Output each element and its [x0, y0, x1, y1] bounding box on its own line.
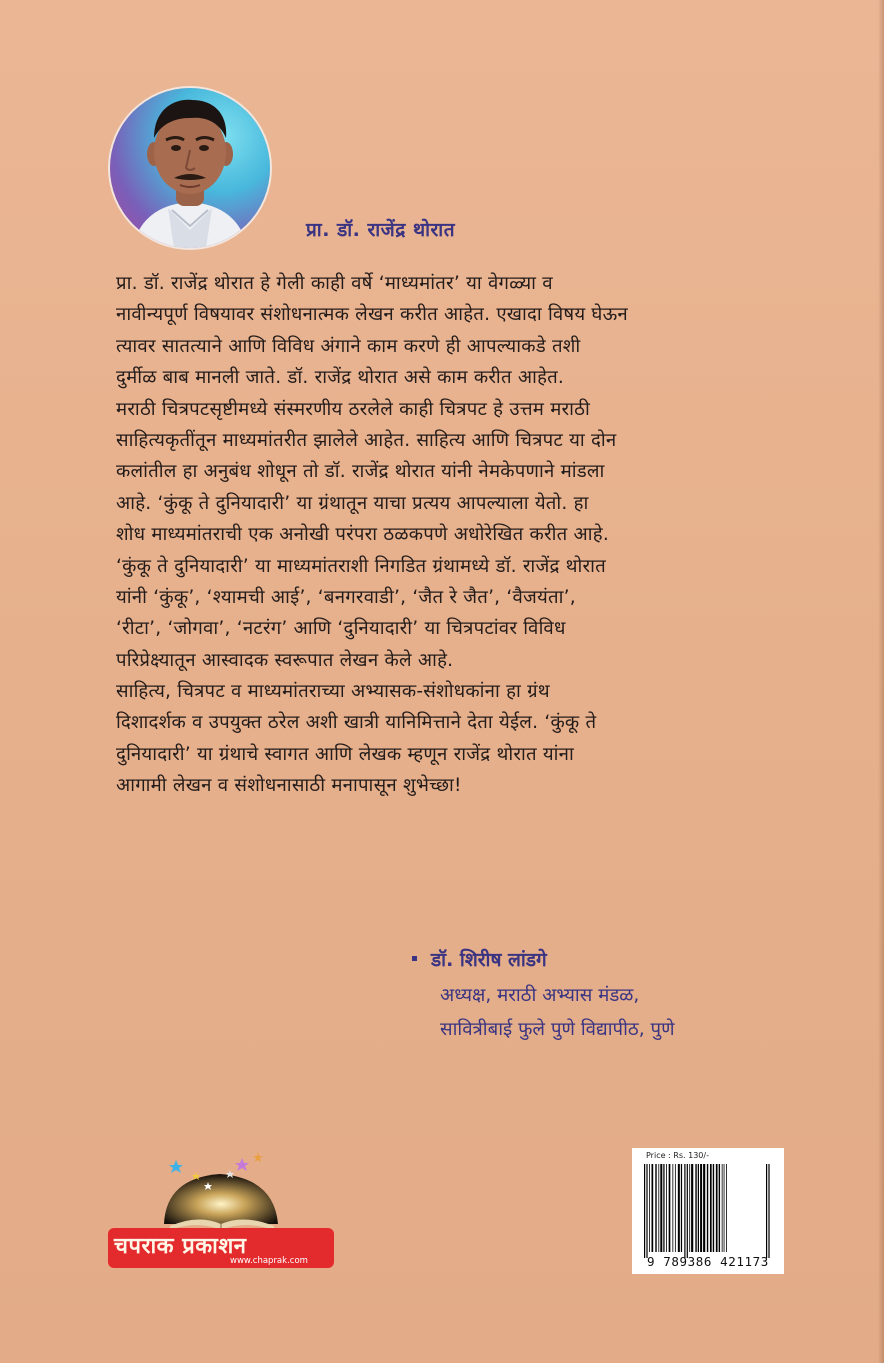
barcode-bar — [724, 1164, 725, 1252]
barcode-bar — [713, 1164, 714, 1252]
blurb-line: नावीन्यपूर्ण विषयावर संशोधनात्मक लेखन करीत आहेत. एखादा विषय घेऊन — [116, 304, 628, 326]
blurb-line: आहे. ‘कुंकू ते दुनियादारी’ या ग्रंथातून याचा प्रत्यय आपल्याला येतो. हा — [116, 492, 589, 514]
signer-name-text: डॉ. शिरीष लांडगे — [431, 949, 547, 971]
isbn-barcode — [632, 1148, 784, 1274]
blurb-line: मराठी चित्रपटसृष्टीमध्ये संस्मरणीय ठरलेले काही चित्रपट हे उत्तम मराठी — [116, 398, 590, 420]
blurb-line: दुनियादारी’ या ग्रंथाचे स्वागत आणि लेखक म्हणून राजेंद्र थोरात यांना — [116, 743, 575, 765]
barcode-bar — [684, 1164, 685, 1258]
blurb-line: प्रा. डॉ. राजेंद्र थोरात हे गेली काही वर्षे ‘माध्यमांतर’ या वेगळ्या व — [116, 273, 553, 294]
blurb-line: ‘रीटा’, ‘जोगवा’, ‘नटरंग’ आणि ‘दुनियादारी’ या चित्रपटांवर विविध — [116, 618, 566, 640]
bullet-icon — [412, 956, 417, 961]
publisher-name: चपराक प्रकाशन — [114, 1234, 247, 1259]
barcode-bar — [687, 1164, 688, 1258]
barcode-bar — [719, 1164, 720, 1252]
signer-title-line-2: सावित्रीबाई फुले पुणे विद्यापीठ, पुणे — [440, 1019, 675, 1040]
blurb-line: ‘कुंकू ते दुनियादारी’ या माध्यमांतराशी निगडित ग्रंथामध्ये डॉ. राजेंद्र थोरात — [116, 555, 606, 577]
barcode-bar — [658, 1164, 659, 1252]
barcode-bar — [672, 1164, 673, 1252]
blurb-line: दुर्मीळ बाब मानली जाते. डॉ. राजेंद्र थोरात असे काम करीत आहेत. — [116, 367, 565, 389]
blurb-line: परिप्रेक्ष्यातून आस्वादक स्वरूपात लेखन केले आहे. — [116, 649, 454, 671]
blurb-line: यांनी ‘कुंकू’, ‘श्यामची आई’, ‘बनगरवाडी’, ‘जैत रे जैत’, ‘वैजयंता’, — [116, 586, 576, 608]
barcode-bar — [710, 1164, 712, 1252]
blurb-line: शोध माध्यमांतराची एक अनोखी परंपरा ठळकपणे अधोरेखित करीत आहे. — [116, 524, 609, 546]
barcode-bar — [691, 1164, 693, 1252]
barcode-bar — [675, 1164, 676, 1252]
barcode-bar — [695, 1164, 696, 1252]
isbn-number: 9 789386 421173 — [647, 1254, 769, 1269]
price-label: Price : Rs. 130/- — [646, 1151, 709, 1160]
barcode-bar — [681, 1164, 682, 1252]
cover-edge-shadow — [878, 0, 884, 1363]
barcode-bar — [644, 1164, 645, 1258]
barcode-bar — [703, 1164, 705, 1252]
barcode-bar — [678, 1164, 680, 1252]
publisher-logo — [108, 1152, 334, 1272]
signer-name — [412, 946, 547, 972]
barcode-bar — [707, 1164, 708, 1252]
blurb-line: दिशादर्शक व उपयुक्त ठरेल अशी खात्री यानिमित्ताने देता येईल. ‘कुंकू ते — [116, 712, 597, 734]
blurb-line: साहित्यकृतींतून माध्यमांतरीत झालेले आहेत. साहित्य आणि चित्रपट या दोन — [116, 429, 617, 451]
barcode-bar — [655, 1164, 656, 1252]
book-stars-icon — [108, 1152, 334, 1232]
barcode-bar — [649, 1164, 650, 1252]
barcode-bar — [726, 1164, 727, 1252]
barcode-bar — [768, 1164, 769, 1258]
barcode-bar — [663, 1164, 664, 1252]
barcode-bar — [646, 1164, 647, 1258]
blurb-line: कलांतील हा अनुबंध शोधून तो डॉ. राजेंद्र थोरात यांनी नेमकेपणाने मांडला — [116, 461, 605, 483]
blurb-line: आगामी लेखन व संशोधनासाठी मनापासून शुभेच्छा! — [116, 775, 462, 797]
barcode-bar — [652, 1164, 654, 1252]
author-photo — [110, 88, 270, 248]
author-name: प्रा. डॉ. राजेंद्र थोरात — [306, 219, 456, 241]
blurb-line: त्यावर सातत्याने आणि विविध अंगाने काम करणे ही आपल्याकडे तशी — [116, 335, 581, 357]
blurb-text — [116, 268, 796, 802]
barcode-bar — [700, 1164, 702, 1252]
barcode-bar — [766, 1164, 767, 1258]
barcode-bar — [660, 1164, 662, 1252]
barcode-bar — [698, 1164, 699, 1252]
publisher-url: www.chaprak.com — [230, 1256, 308, 1266]
barcode-bar — [722, 1164, 723, 1252]
barcode-bar — [716, 1164, 718, 1252]
barcode-bar — [669, 1164, 671, 1252]
signer-title-line-1: अध्यक्ष, मराठी अभ्यास मंडळ, — [440, 985, 640, 1006]
barcode-bar — [666, 1164, 667, 1252]
blurb-line: साहित्य, चित्रपट व माध्यमांतराच्या अभ्यासक-संशोधकांना हा ग्रंथ — [116, 681, 550, 703]
barcode-bar — [689, 1164, 690, 1252]
